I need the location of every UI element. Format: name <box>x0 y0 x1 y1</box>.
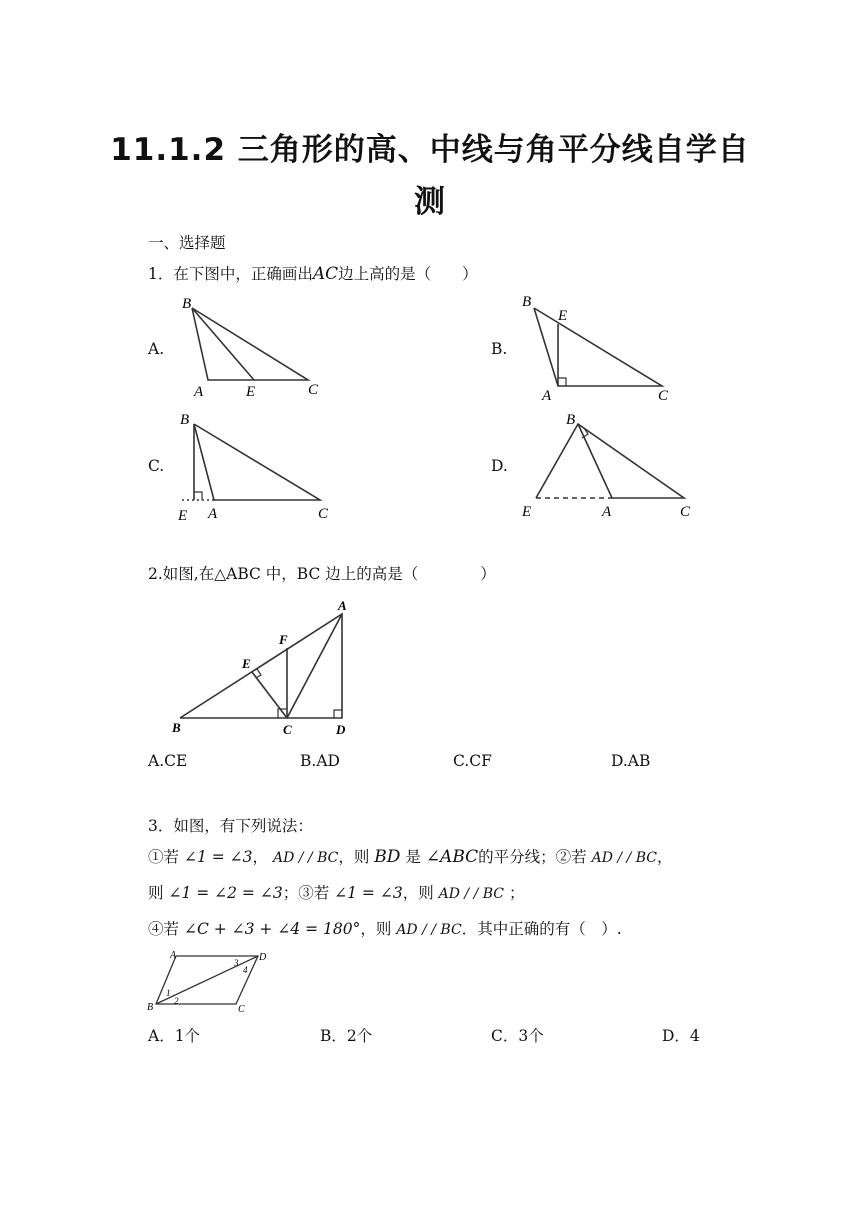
q3-statement-line2 <box>148 881 524 903</box>
q3-statement-line3 <box>148 917 622 939</box>
label-e: E <box>242 656 251 671</box>
q3-figure <box>146 948 276 1014</box>
right-angle-mark-e <box>256 669 261 678</box>
label-c: C <box>283 722 292 737</box>
q1-option-d-label[interactable]: D. <box>491 457 508 475</box>
label-d: D <box>259 952 267 963</box>
right-angle-mark <box>194 492 202 500</box>
label-e: E <box>246 384 256 400</box>
math: AD / / BC <box>438 886 505 902</box>
label-b: B <box>182 296 192 312</box>
diagonal-bd <box>156 956 258 1004</box>
math: ∠1 = ∠3 <box>183 848 253 866</box>
math: ∠1 = ∠2 = ∠3 <box>168 884 283 902</box>
page-title-line2: 测 <box>414 184 446 220</box>
text: ，则 <box>338 848 370 866</box>
segment-ce <box>252 672 287 718</box>
q2-option-d[interactable]: D.AB <box>611 752 651 770</box>
q2-option-c[interactable]: C.CF <box>453 752 492 770</box>
text: ④若 <box>148 920 180 938</box>
math: AD / / BC <box>396 922 462 938</box>
triangle-abd <box>180 614 342 718</box>
label-e: E <box>178 508 188 524</box>
label-f: F <box>279 632 288 647</box>
math: ∠1 = ∠3 <box>334 884 403 902</box>
q2-figure <box>166 596 366 744</box>
right-angle-mark <box>558 378 566 386</box>
label-a: A <box>338 598 347 613</box>
label-b: B <box>566 412 576 428</box>
label-d: D <box>336 722 346 737</box>
text: ；③若 <box>282 884 330 902</box>
text: ，则 <box>360 920 392 938</box>
label-c: C <box>658 388 669 404</box>
angle-label-2: 2 <box>174 996 179 1006</box>
q1-option-a-label[interactable]: A. <box>148 340 165 358</box>
q2-option-b[interactable]: B.AD <box>300 752 340 770</box>
math: ∠ABC <box>425 847 479 867</box>
angle-label-3: 3 <box>234 958 239 968</box>
text: ，则 <box>402 884 434 902</box>
q3-stem: 3．如图，有下列说法： <box>148 817 313 835</box>
text: ．其中正确的有（ ）. <box>461 920 622 938</box>
math: ∠C + ∠3 + ∠4 = 180° <box>183 920 361 938</box>
q1-figure-c <box>174 408 339 526</box>
label-c: C <box>680 504 691 520</box>
q1-option-c-label[interactable]: C. <box>148 457 165 475</box>
q1-figure-a <box>178 292 328 402</box>
segment-be <box>192 308 254 380</box>
text: 是 <box>405 848 421 866</box>
label-b: B <box>180 412 190 428</box>
q3-option-a[interactable]: A．1个 <box>148 1027 201 1045</box>
q1-figure-d <box>516 406 701 524</box>
triangle <box>192 308 308 380</box>
triangle <box>534 308 662 386</box>
right-angle-mark-d <box>334 710 342 718</box>
label-c: C <box>318 506 329 522</box>
label-a: A <box>194 384 204 400</box>
text: ， <box>657 848 673 866</box>
q3-option-c[interactable]: C．3个 <box>491 1027 544 1045</box>
label-a: A <box>602 504 612 520</box>
text: ①若 <box>148 848 180 866</box>
text: ； <box>508 884 525 902</box>
triangle-and-height <box>536 424 684 498</box>
math: BD <box>374 847 401 867</box>
q1-stem-text: 1．在下图中，正确画出 <box>148 265 313 283</box>
label-e: E <box>522 504 532 520</box>
q1-figure-b <box>516 290 686 405</box>
label-b: B <box>172 720 181 735</box>
label-a: A <box>208 506 218 522</box>
section-heading: 一、选择题 <box>148 234 226 252</box>
q1-stem-tail: 边上高的是（ ） <box>338 265 478 283</box>
text: ， <box>252 848 269 866</box>
label-c: C <box>238 1004 245 1014</box>
text: 的平分线；②若 <box>478 848 587 866</box>
q1-option-b-label[interactable]: B. <box>491 340 508 358</box>
triangle <box>194 424 320 500</box>
label-c: C <box>308 382 319 398</box>
q2-stem: 2.如图,在△ABC 中，BC 边上的高是（ ） <box>148 565 496 583</box>
page-title-line1: 11.1.2 三角形的高、中线与角平分线自学自 <box>110 132 750 168</box>
math: AD / / BC <box>272 850 339 866</box>
label-a: A <box>542 388 552 404</box>
q3-option-d[interactable]: D．4 <box>662 1027 700 1045</box>
angle-label-1: 1 <box>166 988 171 998</box>
label-e: E <box>558 308 568 324</box>
q1-stem-var: AC <box>312 264 339 284</box>
text: 则 <box>148 884 164 902</box>
q1-stem <box>148 262 478 284</box>
label-b: B <box>522 294 532 310</box>
q3-statement-line1 <box>148 845 673 867</box>
label-a: A <box>170 950 177 961</box>
angle-label-4: 4 <box>243 965 248 975</box>
q3-option-b[interactable]: B．2个 <box>320 1027 373 1045</box>
segment-ac <box>287 614 342 718</box>
math: AD / / BC <box>591 850 657 866</box>
q2-option-a[interactable]: A.CE <box>148 752 188 770</box>
label-b: B <box>147 1002 154 1013</box>
